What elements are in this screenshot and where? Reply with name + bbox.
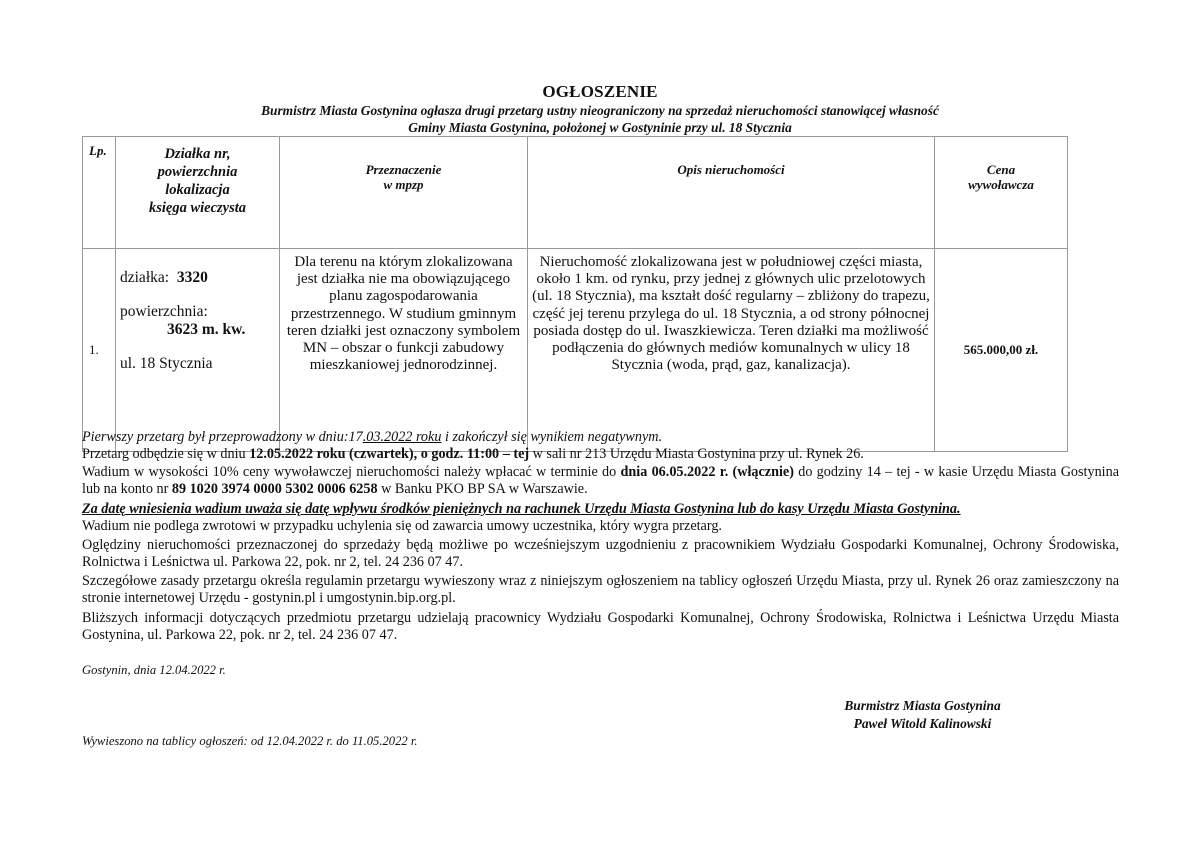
issue-date: Gostynin, dnia 12.04.2022 r. [82,663,226,677]
inspection-paragraph: Oględziny nieruchomości przeznaczonej do sprzedaży będą możliwe po wcześniejszym uzgodnieniu z pracownikiem Wydziału Gospodarki Komunalnej, Ochrony Środowiska, Rolnictwa i Leśnictwa ul. Parkowa 22, pok. nr 2, tel. 24 236 07 47. [82,537,1119,570]
signatory-title: Burmistrz Miasta Gostynina [844,698,1001,713]
auction-date-paragraph [82,446,1119,463]
p3-text-e: w Banku PKO BP SA w Warszawie. [377,481,588,497]
p2-text-c: w sali nr 213 Urzędu Miasta Gostynina przy ul. Rynek 26. [529,446,864,462]
p1-text-a: Pierwszy przetarg był przeprowadzony w dniu:17 [82,429,363,445]
cell-lp: 1. [83,249,116,452]
first-auction-paragraph [82,429,1119,446]
header-lp: Lp. [83,137,116,249]
posting-period: Wywieszono na tablicy ogłoszeń: od 12.04.2022 r. do 11.05.2022 r. [82,734,418,748]
table-row [83,249,1068,452]
area-value: 3623 m. kw. [167,321,246,338]
header-przeznaczenie-line2: w mpzp [383,177,424,192]
header-cena [935,137,1068,249]
header-dzialka-line3: lokalizacja [165,182,230,198]
location-value: ul. 18 Stycznia [120,355,213,372]
deposit-paragraph [82,464,1119,498]
document-subtitle-line1: Burmistrz Miasta Gostynina ogłasza drugi przetarg ustny nieograniczony na sprzedaż nieruchomości stanowiącej własność [261,103,939,118]
p1-text-c: i zakończył się wynikiem negatywnym. [441,429,663,445]
header-przeznaczenie [280,137,528,249]
deposit-refund-paragraph: Wadium nie podlega zwrotowi w przypadku uchylenia się od zawarcia umowy uczestnika, który wygra przetarg. [82,518,722,534]
p3-text-a: Wadium w wysokości 10% ceny wywoławczej nieruchomości należy wpłacać w terminie do [82,464,621,480]
area-label: powierzchnia: [120,303,208,320]
parcel-label: działka: [120,269,170,286]
p1-text-b: .03.2022 roku [362,429,442,445]
header-cena-line2: wywoławcza [968,177,1034,192]
bank-account-number: 89 1020 3974 0000 5302 0006 6258 [171,481,378,497]
document-subtitle-line2: Gminy Miasta Gostynina, położonej w Gostyninie przy ul. 18 Stycznia [408,120,792,135]
parcel-line [120,269,279,287]
contact-paragraph: Bliższych informacji dotyczących przedmiotu przetargu udzielają pracownicy Wydziału Gospodarki Komunalnej, Ochrony Środowiska, Rolnictwa i Leśnictwa Urzędu Miasta Gostynina, ul. Parkowa 22, pok. nr 2, tel. 24 236 07 47. [82,610,1119,643]
header-dzialka-line1: Działka nr, [164,146,231,162]
cell-cena: 565.000,00 zł. [935,249,1068,452]
header-dzialka-line4: księga wieczysta [148,200,247,216]
property-table [82,136,1068,452]
table-header-row [83,137,1068,249]
header-dzialka-line2: powierzchnia [157,164,238,180]
p3-text-b: dnia 06.05.2022 r. (włącznie) [620,464,794,480]
rules-paragraph: Szczegółowe zasady przetargu określa regulamin przetargu wywieszony wraz z niniejszym ogłoszeniem na tablicy ogłoszeń Urzędu Miasta, przy ul. Rynek 26 oraz zamieszczony na stronie internetowej Urzędu - gostynin.pl i umgostynin.bip.org.pl. [82,573,1119,606]
signatory-name: Paweł Witold Kalinowski [853,716,992,731]
document-title: OGŁOSZENIE [542,82,658,101]
cell-opis: Nieruchomość zlokalizowana jest w południowej części miasta, około 1 km. od rynku, przy jednej z głównych ulic przelotowych (ul. 18 Stycznia), ma kształt dość regularny – zbliżony do trapezu, część jej terenu przylega do ul. 18 Stycznia, a od strony północnej posiada dostęp do ul. Iwaszkiewicza. Teren działki ma możliwość podłączenia do głównych mediów komunalnych w ulicy 18 Stycznia (woda, prąd, gaz, kanalizacja). [528,249,935,452]
cell-przeznaczenie: Dla terenu na którym zlokalizowana jest działka nie ma obowiązującego planu zagospodarowania przestrzennego. W studium gminnym teren działki jest oznaczony symbolem MN – obszar o funkcji zabudowy mieszkaniowej jednorodzinnej. [280,249,528,452]
header-cena-line1: Cena [986,162,1016,177]
header-opis: Opis nieruchomości [528,137,935,249]
header-przeznaczenie-line1: Przeznaczenie [365,162,442,177]
p3-text-c: do godziny 14 – tej - w kasie Urzędu Miasta Gostynina lub na konto nr [82,464,1120,497]
p2-text-a: Przetarg odbędzie się w dniu [82,446,250,462]
cell-dzialka [116,249,280,452]
p2-text-b: 12.05.2022 roku (czwartek), o godz. 11:00 – tej [249,446,530,462]
deposit-date-note: Za datę wniesienia wadium uważa się datę wpływu środków pieniężnych na rachunek Urzędu Miasta Gostynina lub do kasy Urzędu Miasta Gostynina. [82,501,961,517]
header-dzialka [116,137,280,249]
parcel-number: 3320 [176,269,208,286]
